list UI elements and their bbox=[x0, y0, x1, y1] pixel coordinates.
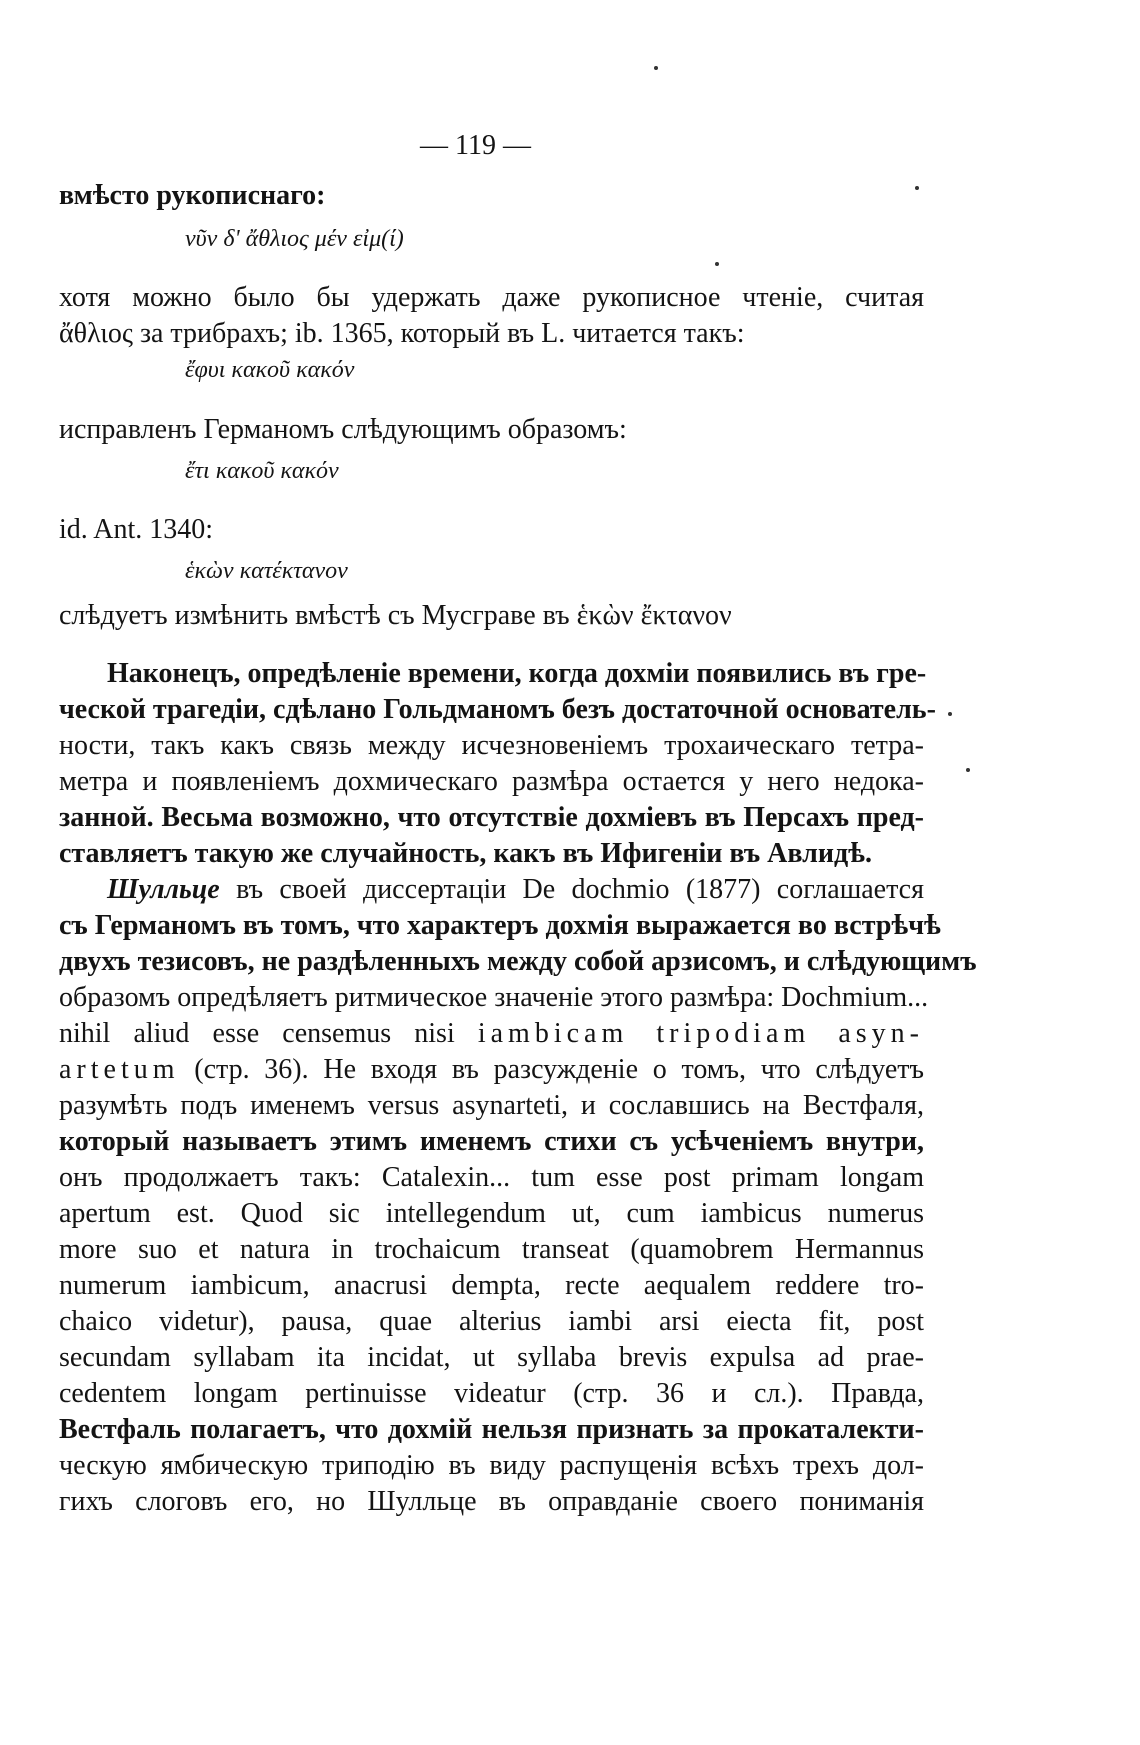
greek-quote: ἔφυι κακοῦ κακόν bbox=[185, 357, 355, 383]
scan-speck bbox=[948, 712, 952, 716]
text-line: secundam syllabam ita incidat, ut syllaba brevis expulsa ad prae- bbox=[59, 1342, 924, 1373]
text-line: ставляетъ такую же случайность, какъ въ Ифигеніи въ Авлидѣ. bbox=[59, 838, 872, 869]
text-line: разумѣть подъ именемъ versus asynarteti, и сославшись на Вестфаля, bbox=[59, 1090, 924, 1121]
text-line: занной. Весьма возможно, что отсутствіе дохміевъ въ Персахъ пред- bbox=[59, 802, 924, 833]
greek-quote: ἑκὼν κατέκτανον bbox=[185, 558, 348, 584]
text-line: numerum iambicum, anacrusi dempta, recte aequalem reddere tro- bbox=[59, 1270, 924, 1301]
text-line: образомъ опредѣляетъ ритмическое значеніе этого размѣра: Dochmium... bbox=[59, 982, 929, 1013]
scan-speck bbox=[915, 186, 919, 190]
text-line: id. Ant. 1340: bbox=[59, 514, 214, 545]
text-line: ἄθλιος за трибрахъ; ib. 1365, который въ L. читается такъ: bbox=[59, 318, 745, 349]
text-line: nihil aliud esse censemus nisi iambicam tripodiam asyn- bbox=[59, 1018, 924, 1049]
text-line: хотя можно было бы удержать даже рукописное чтеніе, считая bbox=[59, 282, 924, 313]
author-name: Шулльце bbox=[107, 874, 220, 905]
text-line: метра и появленіемъ дохмическаго размѣра остается у него недока- bbox=[59, 766, 924, 797]
text-line: artetum (стр. 36). Не входя въ разсужденіе о томъ, что слѣдуетъ bbox=[59, 1054, 924, 1085]
text-line: который называетъ этимъ именемъ стихи съ усѣченіемъ внутри, bbox=[59, 1126, 924, 1157]
text-line: apertum est. Quod sic intellegendum ut, cum iambicus numerus bbox=[59, 1198, 924, 1229]
text-line: cedentem longam pertinuisse videatur (стр. 36 и сл.). Правда, bbox=[59, 1378, 924, 1409]
scan-speck bbox=[654, 66, 658, 70]
greek-quote: ἔτι κακοῦ κακόν bbox=[185, 458, 339, 484]
text-line: Наконецъ, опредѣленіе времени, когда дохміи появились въ гре- bbox=[107, 658, 927, 689]
text-line: вмѣсто рукописнаго: bbox=[59, 180, 326, 211]
text-line: гихъ слоговъ его, но Шулльце въ оправданіе своего пониманія bbox=[59, 1486, 924, 1517]
text-line: more suo et natura in trochaicum transeat (quamobrem Hermannus bbox=[59, 1234, 924, 1265]
spaced-text: artetum bbox=[59, 1054, 180, 1085]
text-line: chaico videtur), pausa, quae alterius iambi arsi eiecta fit, post bbox=[59, 1306, 924, 1337]
text-line: онъ продолжаетъ такъ: Catalexin... tum esse post primam longam bbox=[59, 1162, 924, 1193]
text-line: слѣдуетъ измѣнить вмѣстѣ съ Мусграве въ ἑκὼν ἔκτανον bbox=[59, 600, 732, 631]
text-line: ности, такъ какъ связь между исчезновеніемъ трохаическаго тетра- bbox=[59, 730, 924, 761]
text-line: исправленъ Германомъ слѣдующимъ образомъ: bbox=[59, 414, 627, 445]
text-line: съ Германомъ въ томъ, что характеръ дохмія выражается во встрѣчѣ bbox=[59, 910, 941, 941]
text-line: Шулльце въ своей диссертаціи De dochmio (1877) соглашается bbox=[107, 874, 924, 905]
scan-speck bbox=[715, 262, 719, 266]
scan-speck bbox=[966, 768, 970, 772]
text-line: Вестфаль полагаетъ, что дохмій нельзя признать за прокаталекти- bbox=[59, 1414, 924, 1445]
spaced-text: iambicam tripodiam asyn- bbox=[477, 1018, 924, 1049]
text-line: ческую ямбическую триподію въ виду распущенія всѣхъ трехъ дол- bbox=[59, 1450, 924, 1481]
text-line: двухъ тезисовъ, не раздѣленныхъ между собой арзисомъ, и слѣдующимъ bbox=[59, 946, 977, 977]
page-number: — 119 — bbox=[420, 130, 531, 161]
greek-quote: νῦν δ' ἄθλιος μέν εἰμ(ί) bbox=[185, 226, 404, 252]
text-line: ческой трагедіи, сдѣлано Гольдманомъ безъ достаточной основатель- bbox=[59, 694, 936, 725]
